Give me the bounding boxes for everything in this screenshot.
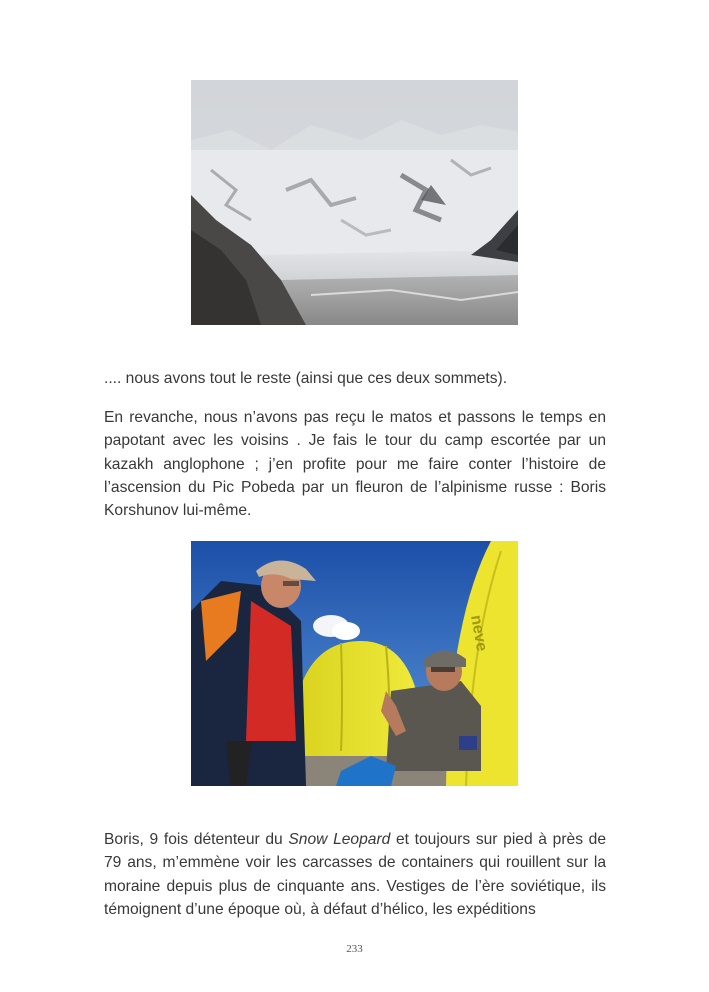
svg-text:neve: neve: [467, 613, 491, 653]
paragraph-boris: [104, 828, 606, 921]
paragraph-boris-rest: et toujours sur pied à près de 79 ans, m’emmène voir les carcasses de containers qui rouillent sur la moraine depuis plus de cinquante ans. Vestiges de l’ère soviétique, ils témoignent d’une époque où, à défaut d’hélico, les expéditions: [104, 831, 607, 918]
snow-leopard-title: Snow Leopard: [288, 831, 391, 848]
camp-photo: [191, 541, 518, 786]
page-number: 233: [346, 943, 363, 955]
paragraph-neighbors: En revanche, nous n’avons pas reçu le matos et passons le temps en papotant avec les voisins . Je fais le tour du camp escortée par un kazakh anglophone ; j’en profite pour me faire conter l’histoire de l’ascension du Pic Pobeda par un fleuron de l’alpinisme russe : Boris Korshunov lui-même.: [104, 409, 606, 520]
paragraph-boris-start: Boris, 9 fois détenteur du: [104, 831, 289, 848]
glacier-photo: [191, 80, 518, 325]
paragraph-rest: .... nous avons tout le reste (ainsi que ces deux sommets).: [104, 370, 508, 387]
